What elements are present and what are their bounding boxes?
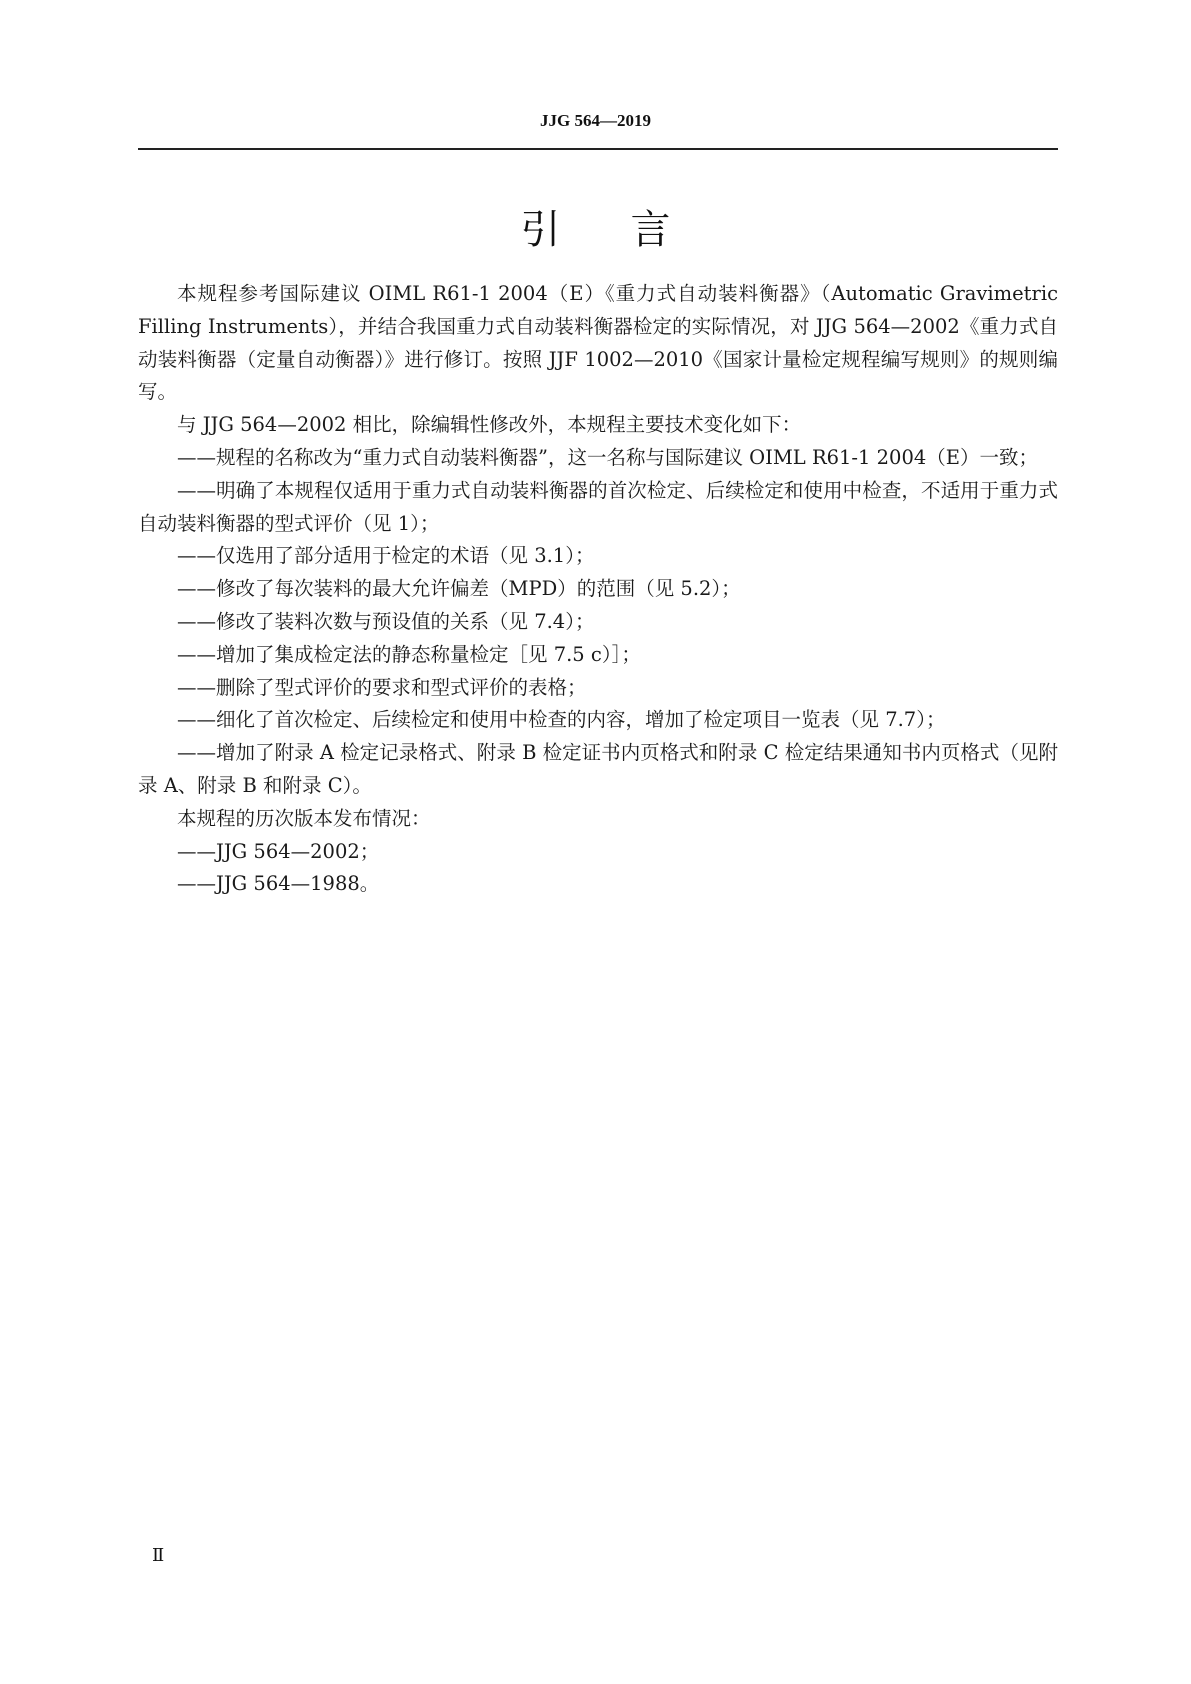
change-item-verification-items: ——细化了首次检定、后续检定和使用中检查的内容，增加了检定项目一览表（见 7.7）； (177, 708, 946, 732)
change-item-mpd: ——修改了每次装料的最大允许偏差（MPD）的范围（见 5.2）； (177, 577, 741, 601)
paragraph-changes-lead: 与 JJG 564—2002 相比，除编辑性修改外，本规程主要技术变化如下： (177, 413, 802, 437)
change-item-appendices: ——增加了附录 A 检定记录格式、附录 B 检定证书内页格式和附录 C 检定结果通知书内页格式（见附录 A、附录 B 和附录 C）。 (138, 741, 1058, 797)
page-number: Ⅱ (152, 1545, 165, 1565)
page-title (0, 198, 1191, 255)
change-item-name: ——规程的名称改为“重力式自动装料衡器”，这一名称与国际建议 OIML R61-1 2004（E）一致； (177, 445, 1038, 469)
history-item-1988: ——JJG 564—1988。 (177, 872, 380, 896)
title-char-2: 言 (630, 207, 671, 253)
change-item-static-weighing: ——增加了集成检定法的静态称量检定［见 7.5 c）］； (177, 642, 641, 666)
change-item-fill-count: ——修改了装料次数与预设值的关系（见 7.4）； (177, 609, 595, 633)
header-rule (138, 148, 1058, 150)
change-item-type-eval-removed: ——删除了型式评价的要求和型式评价的表格； (177, 675, 587, 699)
paragraph-intro: 本规程参考国际建议 OIML R61-1 2004（E）《重力式自动装料衡器》（Automatic Gravimetric Filling Instruments），并结合我国重力式自动装料衡器检定的实际情况，对 JJG 564—2002《重力式自动装料衡器（定量自动衡器）》进行修订。按照 JJF 1002—2010《国家计量检定规程编写规则》的规则编写。 (138, 282, 1058, 404)
paragraph-history-lead: 本规程的历次版本发布情况： (177, 806, 431, 830)
change-item-terms: ——仅选用了部分适用于检定的术语（见 3.1）； (177, 544, 595, 568)
title-char-1: 引 (520, 207, 561, 253)
running-header-standard-code: JJG 564—2019 (540, 111, 651, 130)
foreword-body (138, 278, 1058, 901)
change-item-scope: ——明确了本规程仅适用于重力式自动装料衡器的首次检定、后续检定和使用中检查，不适用于重力式自动装料衡器的型式评价（见 1）； (138, 478, 1058, 535)
history-item-2002: ——JJG 564—2002； (177, 839, 380, 863)
